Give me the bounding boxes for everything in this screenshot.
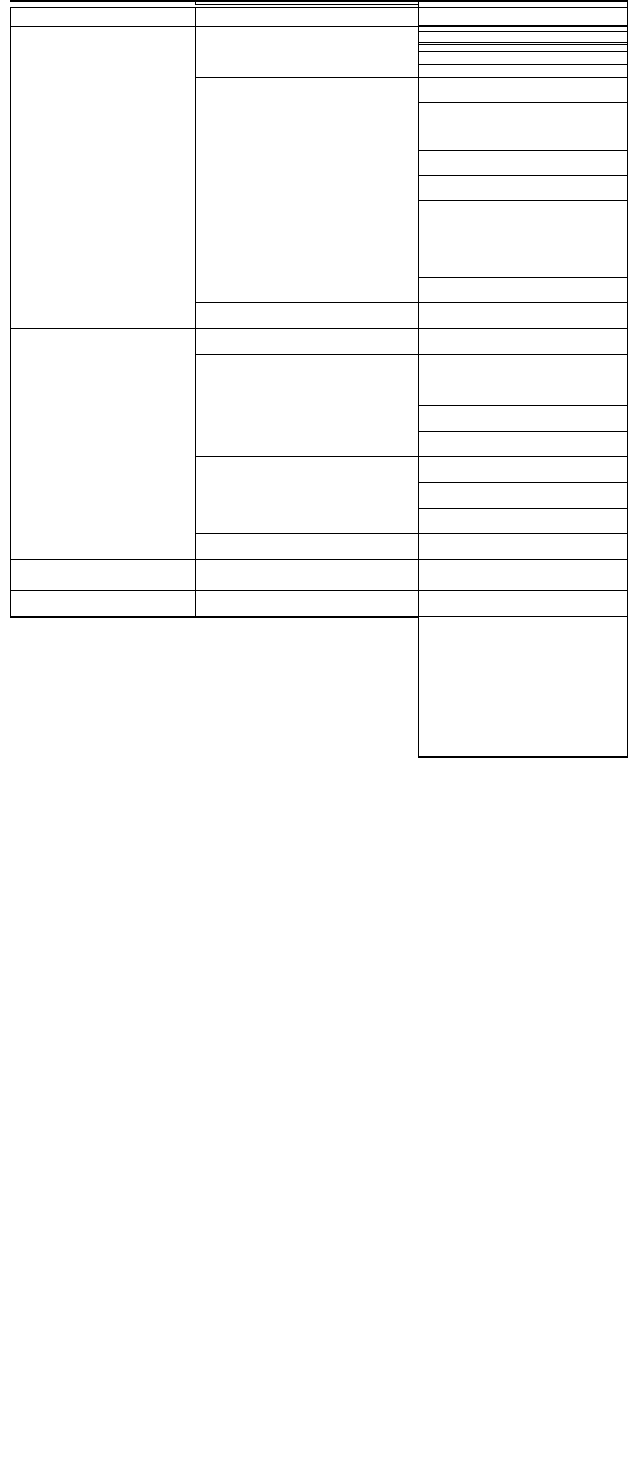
class-cell bbox=[10, 559, 196, 591]
header-classe bbox=[10, 7, 196, 27]
term-cell bbox=[418, 150, 628, 176]
frequency-cell bbox=[195, 559, 419, 591]
term-cell bbox=[418, 277, 628, 303]
frequency-cell bbox=[195, 456, 419, 534]
class-cell bbox=[10, 590, 196, 617]
header-frequencia bbox=[195, 7, 419, 27]
class-cell bbox=[10, 616, 196, 618]
term-cell bbox=[418, 533, 628, 560]
term-cell bbox=[418, 590, 628, 617]
class-cell bbox=[10, 328, 196, 560]
term-cell bbox=[418, 482, 628, 509]
frequency-cell bbox=[195, 0, 419, 5]
term-cell bbox=[418, 431, 628, 457]
frequency-cell bbox=[195, 328, 419, 355]
frequency-cell bbox=[195, 354, 419, 457]
frequency-cell bbox=[195, 77, 419, 303]
term-cell bbox=[418, 456, 628, 483]
frequency-cell bbox=[195, 302, 419, 329]
term-cell bbox=[418, 200, 628, 278]
frequency-cell bbox=[195, 616, 419, 618]
class-cell bbox=[10, 26, 196, 329]
term-cell bbox=[418, 302, 628, 329]
term-cell bbox=[418, 102, 628, 151]
term-cell bbox=[418, 328, 628, 355]
term-cell bbox=[418, 756, 628, 758]
class-cell bbox=[10, 0, 196, 2]
term-cell bbox=[418, 508, 628, 534]
frequency-cell bbox=[195, 533, 419, 560]
term-cell bbox=[418, 559, 628, 591]
frequency-cell bbox=[195, 26, 419, 78]
term-cell bbox=[418, 77, 628, 103]
term-cell bbox=[418, 405, 628, 432]
term-cell bbox=[418, 354, 628, 406]
frequency-cell bbox=[195, 590, 419, 617]
term-cell bbox=[418, 616, 628, 757]
term-cell bbox=[418, 175, 628, 201]
term-cell bbox=[418, 0, 628, 26]
